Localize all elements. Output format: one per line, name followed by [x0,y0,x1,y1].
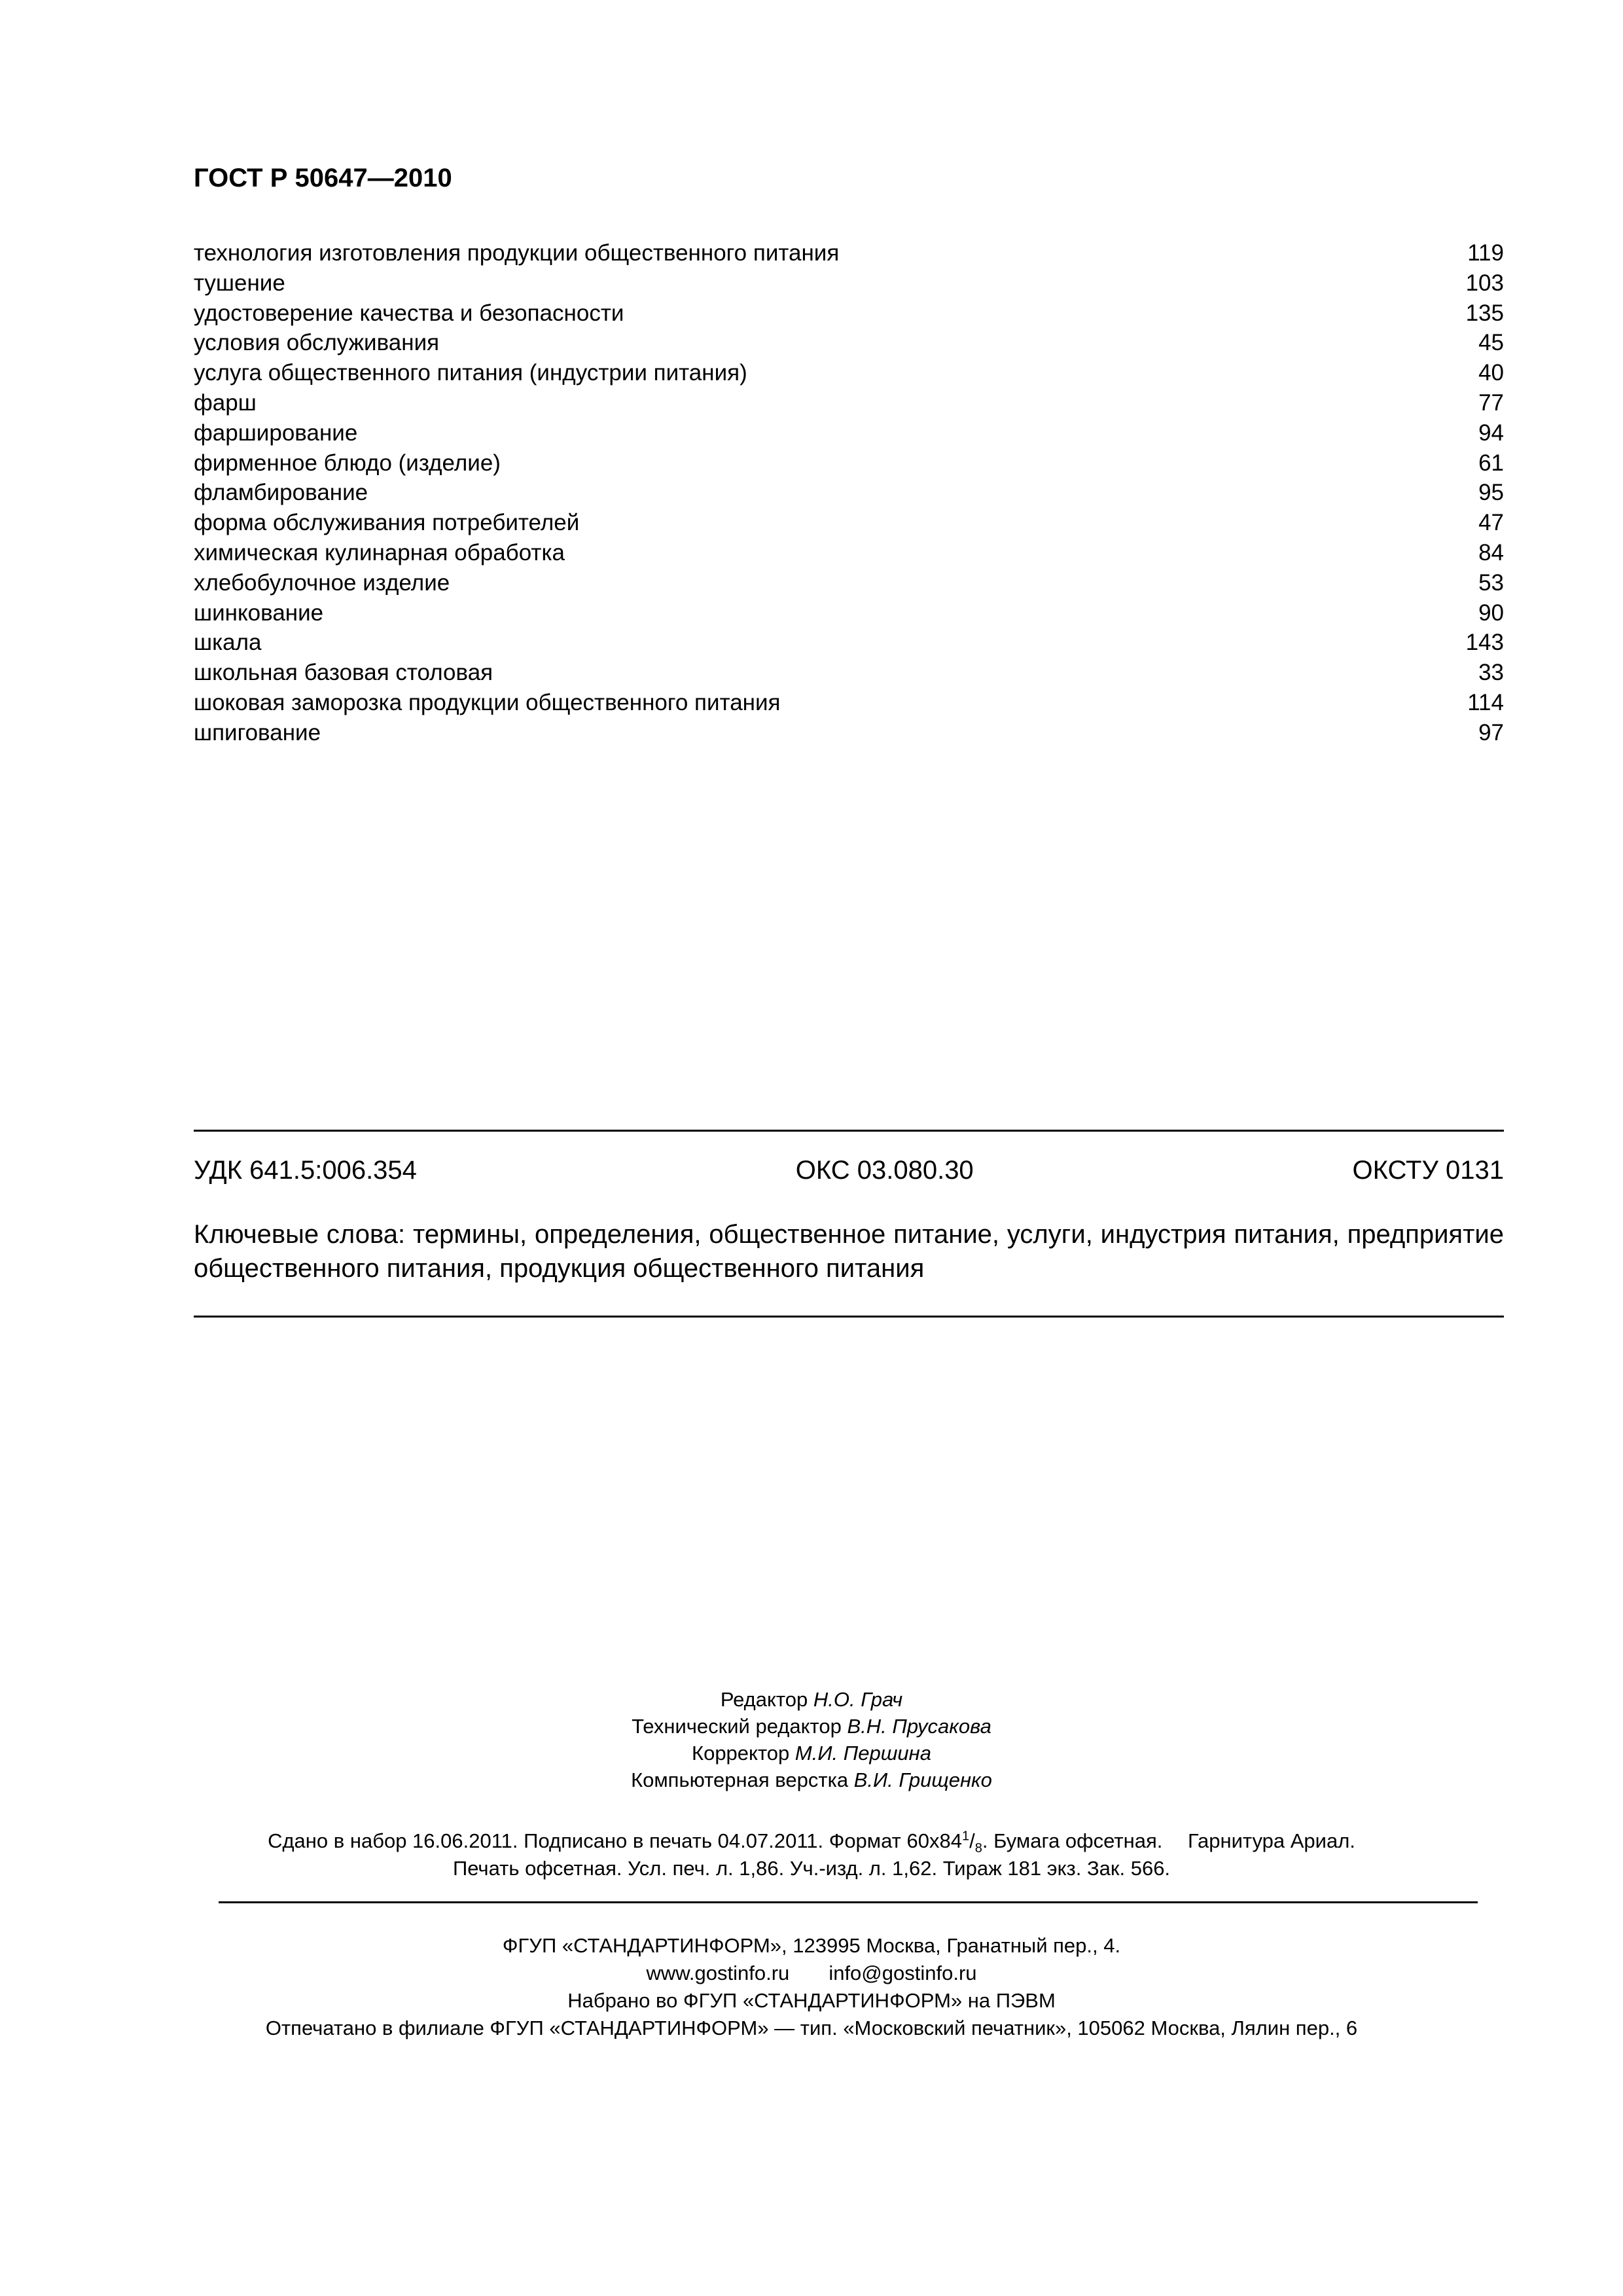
format: Формат $60х84^1/_8$. [829,1829,988,1856]
order-number: Зак. 566. [1086,1857,1171,1880]
divider-middle [194,1316,1504,1318]
index-page: 77 [1478,389,1504,416]
index-term: фирменное блюдо (изделие) [194,450,501,476]
index-term: технология изготовления продукции общественного питания [194,240,840,266]
index-row [194,448,1504,478]
email-link[interactable]: info@gostinfo.ru [829,1962,977,1984]
font-name: Гарнитура Ариал. [1187,1829,1355,1852]
editorial-credits [194,1686,1429,1793]
index-row [194,628,1504,658]
index-page: 84 [1478,539,1504,565]
index-row [194,268,1504,298]
index-row [194,598,1504,628]
usl-sheets: Усл. печ. л. 1,86. [628,1857,785,1880]
signed-date: Подписано в печать 04.07.2011. [524,1829,824,1852]
index-term: шпигование [194,719,321,745]
index-term: шинкование [194,600,324,626]
index-page: 33 [1478,660,1504,686]
index-term: фарширование [194,420,358,446]
classification-codes [194,1153,1504,1187]
website-link[interactable]: www.gostinfo.ru [646,1962,790,1984]
editor-line [194,1686,1429,1713]
index-row [194,388,1504,418]
index-row [194,538,1504,568]
editor-label: Редактор [720,1688,808,1711]
tech-editor-label: Технический редактор [632,1715,842,1738]
index-page: 53 [1478,569,1504,596]
imprint-line-2 [194,1855,1429,1882]
index-term: хлебобулочное изделие [194,569,450,596]
alphabetical-index [194,238,1504,748]
printed-line: Отпечатано в филиале ФГУП «СТАНДАРТИНФОРМ» — тип. «Московский печатник», 105062 Москва, Лялин пер., 6 [265,2017,1358,2039]
imprint-line-1 [194,1827,1429,1855]
editor-name: Н.О. Грач [813,1688,903,1711]
proofreader-label: Корректор [692,1742,790,1765]
index-row [194,418,1504,448]
keywords-paragraph: Ключевые слова: термины, определения, общественное питание, услуги, индустрия питания, предприятие общественного питания, продукция общественного питания [194,1220,1504,1283]
index-term: школьная базовая столовая [194,660,493,686]
print-type: Печать офсетная. [452,1857,622,1880]
index-term: удостоверение качества и безопасности [194,300,624,326]
index-page: 61 [1478,450,1504,476]
oks-code: ОКС 03.080.30 [795,1156,974,1185]
index-page: 95 [1478,480,1504,506]
tech-editor-line [194,1713,1429,1740]
layout-line [194,1767,1429,1793]
index-row [194,478,1504,508]
paper-type: Бумага офсетная. [993,1829,1163,1852]
index-page: 119 [1467,240,1504,266]
layout-name: В.И. Грищенко [853,1768,992,1791]
index-term: форма обслуживания потребителей [194,510,580,536]
index-row [194,658,1504,688]
submitted-date: Сдано в набор 16.06.2011. [268,1829,518,1852]
index-page: 143 [1465,630,1504,656]
index-row [194,328,1504,358]
divider-top [194,1130,1504,1132]
udk-code: УДК 641.5:006.354 [194,1156,417,1185]
index-page: 45 [1478,330,1504,356]
proofreader-name: М.И. Першина [794,1742,931,1765]
proofreader-line [194,1740,1429,1767]
index-page: 103 [1465,270,1504,296]
okstu-code: ОКСТУ 0131 [1352,1156,1504,1185]
print-run: Тираж 181 экз. [942,1857,1082,1880]
index-row [194,358,1504,388]
publisher-address: ФГУП «СТАНДАРТИНФОРМ», 123995 Москва, Гранатный пер., 4. [502,1934,1121,1957]
index-page: 94 [1478,420,1504,446]
document-header-title: ГОСТ Р 50647—2010 [194,164,452,192]
index-page: 135 [1465,300,1504,326]
index-row [194,688,1504,718]
divider-bottom [219,1901,1478,1903]
index-term: условия обслуживания [194,330,440,356]
index-term: тушение [194,270,285,296]
layout-label: Компьютерная верстка [631,1768,849,1791]
publisher-footer [194,1932,1429,2042]
typeset-line: Набрано во ФГУП «СТАНДАРТИНФОРМ» на ПЭВМ [567,1989,1056,2012]
index-page: 90 [1478,600,1504,626]
print-imprint [194,1827,1429,1882]
index-page: 97 [1478,719,1504,745]
index-row [194,718,1504,748]
index-term: шоковая заморозка продукции общественного питания [194,689,781,715]
index-page: 47 [1478,510,1504,536]
index-term: химическая кулинарная обработка [194,539,565,565]
index-row [194,508,1504,538]
index-term: шкала [194,630,262,656]
index-term: фламбирование [194,480,368,506]
index-row [194,298,1504,329]
index-page: 40 [1478,360,1504,386]
tech-editor-name: В.Н. Прусакова [847,1715,991,1738]
index-term: услуга общественного питания (индустрии питания) [194,360,747,386]
index-row [194,238,1504,268]
uch-sheets: Уч.-изд. л. 1,62. [789,1857,938,1880]
index-term: фарш [194,389,257,416]
index-row [194,568,1504,598]
contact-line [194,1960,1429,1987]
index-page: 114 [1467,689,1504,715]
